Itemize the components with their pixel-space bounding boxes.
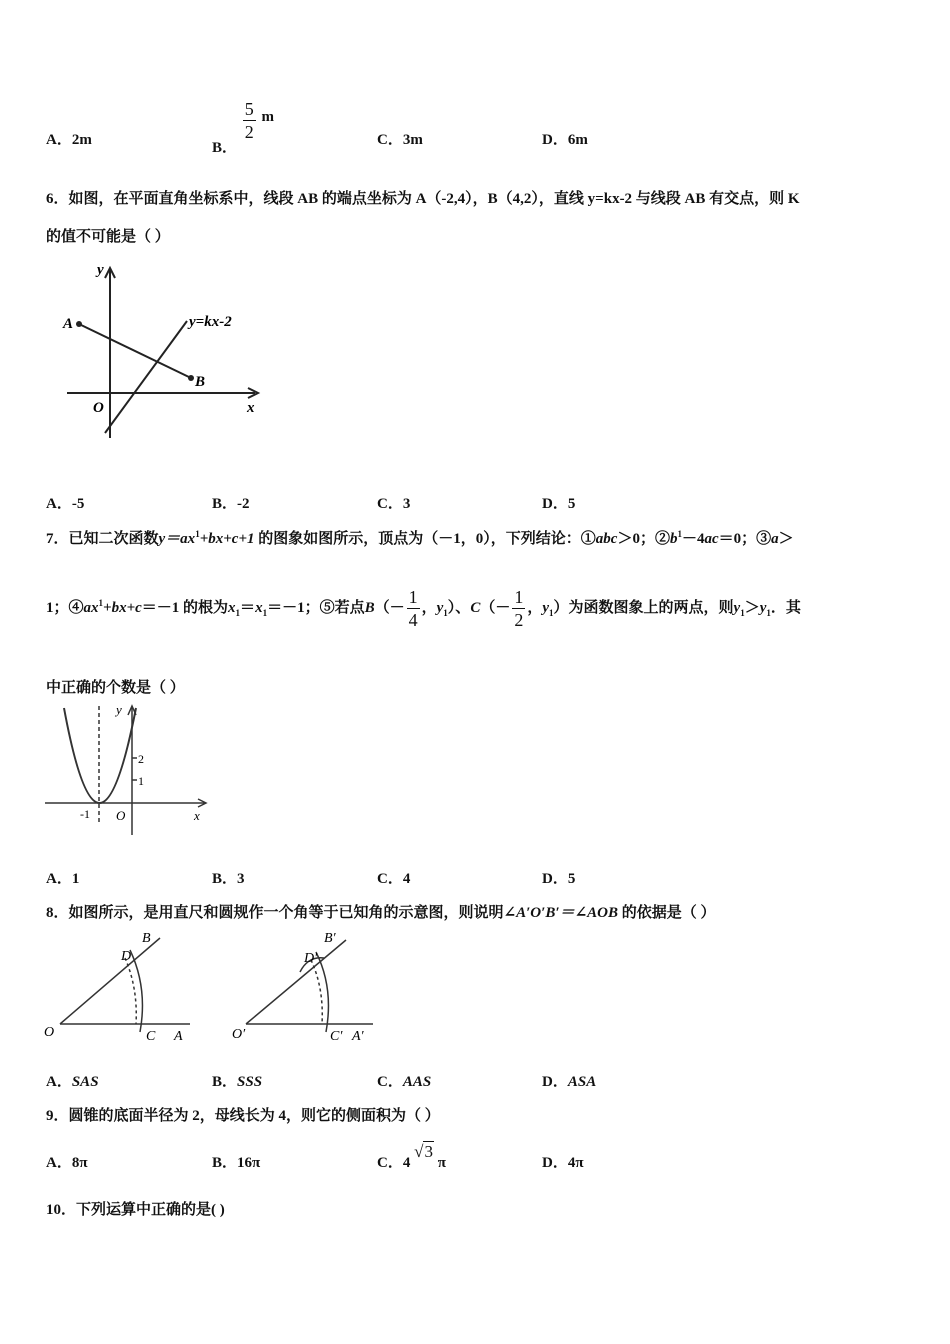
q7-math: y	[436, 599, 444, 616]
q7-text: ）为函数图象上的两点，则	[553, 599, 734, 616]
q8-fig1-label-o: O	[44, 1025, 55, 1040]
q7-sup: 1	[98, 597, 104, 608]
q8-fig1-label-a: A	[174, 1029, 183, 1044]
q9-option-c-pi: π	[437, 1155, 446, 1171]
q8-option-c-text: AAS	[402, 1074, 432, 1090]
q6-figure	[55, 258, 275, 443]
q6-option-c: C．3	[377, 496, 411, 512]
q7-stem-line3: 中正确的个数是（ ）	[46, 680, 185, 696]
q7-math: y	[759, 599, 767, 616]
q7-sub: 1	[766, 607, 771, 618]
q6-label-y: y	[97, 262, 104, 278]
q7-fraction-2	[512, 588, 525, 629]
q7-text: ＝－1；⑤若点	[267, 599, 365, 616]
q7-text: ＝－1 的根为	[141, 599, 229, 616]
q7-option-a: A．1	[46, 871, 80, 887]
q7-figure	[40, 700, 220, 840]
q7-label-neg1: -1	[80, 807, 90, 821]
q8-option-d-prefix: D．	[542, 1074, 568, 1090]
q7-sub: 1	[235, 607, 241, 618]
q8-fig2-dashed-cd	[311, 960, 322, 1024]
q7-math: x	[255, 599, 263, 616]
q6-label-line: y=kx-2	[189, 314, 232, 330]
q7-math: ax	[83, 599, 99, 616]
q8-stem	[46, 901, 716, 922]
q7-frac1-den: 4	[408, 610, 418, 630]
q7-math: a	[771, 531, 779, 547]
q7-text: （－	[480, 599, 511, 616]
q8-option-b	[212, 1070, 262, 1091]
q10-stem: 10．下列运算中正确的是( )	[46, 1202, 225, 1218]
q7-stem-line1	[46, 527, 794, 548]
q5-option-b-num: 5	[244, 99, 254, 119]
q8-option-c-prefix: C．	[377, 1074, 403, 1090]
q8-figure-2	[228, 928, 388, 1048]
q8-option-d	[542, 1070, 596, 1091]
q7-label-y: y	[116, 702, 122, 717]
q8-fig1-label-d: D	[121, 949, 132, 964]
sqrt-symbol: √3	[414, 1142, 433, 1161]
q7-text: ＞0；②	[617, 531, 670, 547]
q9-option-c-prefix: C．4	[377, 1155, 411, 1171]
q8-fig2-label-o: O′	[232, 1027, 246, 1042]
q7-math: C	[470, 599, 481, 616]
q8-fig2-ray-ob	[246, 940, 346, 1024]
q8-math: ∠A′O′B′＝∠AOB	[503, 905, 618, 921]
q9-option-d: D．4π	[542, 1155, 584, 1171]
q6-line-kx-2	[105, 321, 187, 433]
q9-stem: 9．圆锥的底面半径为 2，母线长为 4，则它的侧面积为（ ）	[46, 1108, 440, 1124]
q7-sup: 1	[677, 529, 682, 539]
q7-text: 1；④	[46, 599, 84, 616]
q7-sub: 1	[740, 607, 745, 618]
q7-sub: 1	[549, 607, 554, 618]
q7-sub: 1	[443, 607, 448, 618]
q7-math: y	[733, 599, 741, 616]
q8-fig1-label-c: C	[146, 1029, 156, 1044]
q8-fig1-ray-ob	[60, 938, 160, 1024]
q7-sub: 1	[262, 607, 268, 618]
q7-label-x: x	[194, 808, 200, 823]
q7-sup: 1	[195, 529, 200, 539]
q7-math: y	[542, 599, 550, 616]
q7-text: ＝	[240, 599, 256, 616]
q8-text: 8．如图所示，是用直尺和圆规作一个角等于已知角的示意图，则说明	[46, 905, 504, 921]
q8-option-d-text: ASA	[567, 1074, 597, 1090]
q8-option-a	[46, 1070, 99, 1091]
q7-text: 7．已知二次函数	[46, 531, 159, 547]
q7-frac2-den: 2	[514, 610, 524, 630]
q7-frac2-num: 1	[514, 587, 524, 607]
q7-math: abc	[595, 531, 618, 547]
q7-frac1-num: 1	[408, 587, 418, 607]
q7-text: －4	[681, 531, 705, 547]
q7-label-o: O	[116, 808, 126, 823]
q7-math: y＝ax	[158, 531, 196, 547]
q5-option-c: C．3m	[377, 132, 423, 148]
q6-segment-ab	[79, 324, 191, 378]
q6-option-a: A．-5	[46, 496, 85, 512]
q7-text: ）、	[447, 599, 471, 616]
q6-point-a	[76, 321, 82, 327]
q7-text: ，	[527, 599, 543, 616]
q5-option-b-den: 2	[244, 122, 254, 142]
q7-text: ，	[421, 599, 437, 616]
q6-option-b: B．-2	[212, 496, 250, 512]
q7-math: +bx+c	[103, 599, 142, 616]
q9-option-c-radicand: 3	[424, 1142, 433, 1161]
q7-text: ．其	[770, 599, 801, 616]
q7-parabola	[64, 708, 136, 803]
q8-fig2-label-a: A′	[352, 1029, 364, 1044]
q7-math: B	[364, 599, 375, 616]
q7-option-d: D．5	[542, 871, 576, 887]
q7-text: ＞	[778, 531, 794, 547]
q6-stem-line1: 6．如图，在平面直角坐标系中，线段 AB 的端点坐标为 A（-2,4），B（4,2），直线 y=kx-2 与线段 AB 有交点，则 K	[46, 191, 800, 207]
q6-label-a: A	[63, 316, 74, 332]
q7-math: b	[669, 531, 678, 547]
q8-fig2-label-c: C′	[330, 1029, 343, 1044]
q8-fig2-label-b: B′	[324, 931, 336, 946]
q7-option-b: B．3	[212, 871, 245, 887]
q7-stem-line2	[46, 588, 801, 629]
q7-text: （－	[374, 599, 405, 616]
q8-option-b-prefix: B．	[212, 1074, 238, 1090]
q6-point-b	[188, 375, 194, 381]
q7-math: +bx+c+1	[199, 531, 255, 547]
q8-figure-1	[40, 928, 200, 1048]
q7-text: 的图象如图所示，顶点为（－1，0），下列结论：①	[254, 531, 596, 547]
q8-option-a-text: SAS	[71, 1074, 99, 1090]
q7-text: ＝0；③	[718, 531, 772, 547]
q6-label-o: O	[93, 400, 104, 416]
q6-option-d: D．5	[542, 496, 576, 512]
q8-fig2-label-d: D′	[304, 951, 318, 966]
q8-text: 的依据是（ ）	[618, 905, 716, 921]
q7-option-c: C．4	[377, 871, 411, 887]
q7-text: ＞	[744, 599, 760, 616]
q5-option-b-prefix: B．	[212, 139, 238, 156]
q6-label-x: x	[247, 400, 255, 416]
q9-option-c	[377, 1142, 446, 1172]
q8-option-a-prefix: A．	[46, 1074, 72, 1090]
q5-option-b-fraction	[243, 100, 256, 141]
q9-option-a: A．8π	[46, 1155, 88, 1171]
q7-label-1: 1	[138, 774, 144, 788]
q7-label-2: 2	[138, 752, 144, 766]
q8-option-c	[377, 1070, 431, 1091]
q7-fraction-1	[407, 588, 420, 629]
q7-math: x	[228, 599, 236, 616]
q8-option-b-text: SSS	[237, 1074, 263, 1090]
q5-option-b-unit: m	[261, 108, 275, 125]
q7-math: ac	[704, 531, 719, 547]
q6-label-b: B	[195, 374, 206, 390]
q5-option-b	[212, 99, 275, 156]
q9-option-b: B．16π	[212, 1155, 261, 1171]
q8-fig1-label-b: B	[142, 931, 151, 946]
q8-fig1-dashed-cd	[125, 958, 136, 1024]
q5-option-d: D．6m	[542, 132, 588, 148]
q6-stem-line2: 的值不可能是（ ）	[46, 229, 170, 245]
q5-option-a: A．2m	[46, 132, 92, 148]
